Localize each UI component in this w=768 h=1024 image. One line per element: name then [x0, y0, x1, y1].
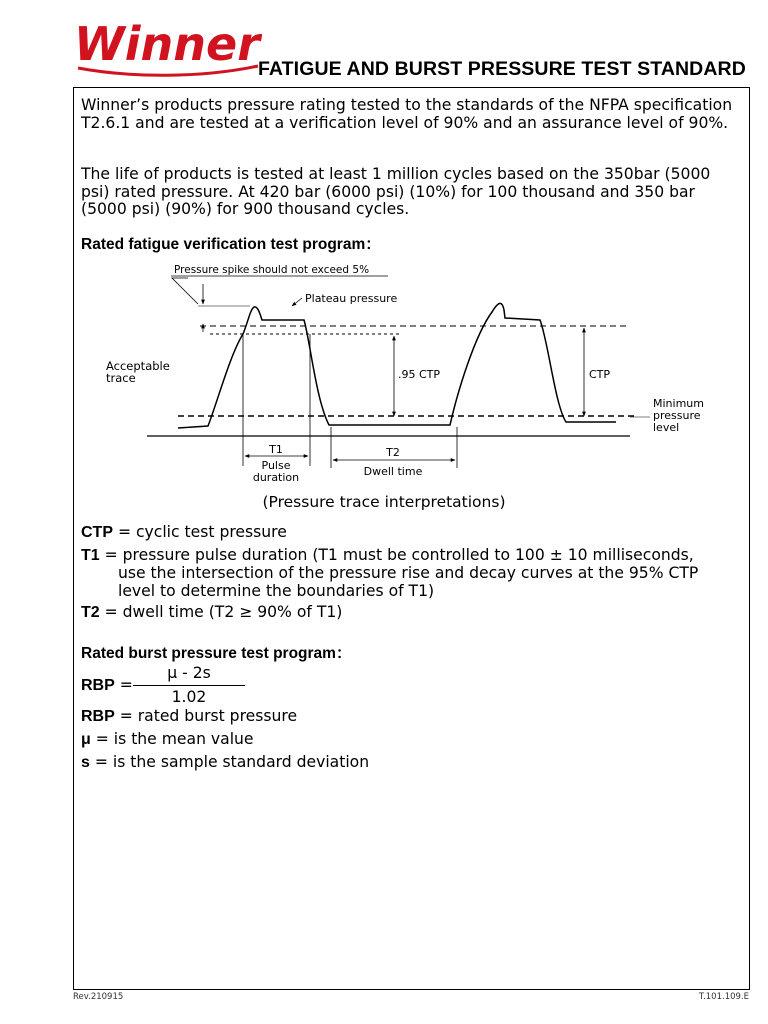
intro-paragraph-1: Winner’s products pressure rating tested to the standards of the NFPA specification T2.6.1 and are tested at a verification level of 90% and an assurance level of 90%. [81, 96, 733, 132]
pulse-label-2: duration [252, 471, 300, 484]
intro-paragraph-2: The life of products is tested at least 1 million cycles based on the 350bar (5000 psi) rated pressure. At 420 bar (6000 psi) (10%) for 100 thousand and 350 bar (5000 psi) (90%) for 900 thousand cycles. [81, 165, 711, 218]
rbp-definition: RBP = rated burst pressure [81, 707, 298, 725]
burst-heading: Rated burst pressure test program： [81, 645, 352, 662]
ctp95-label: .95 CTP [398, 368, 441, 381]
plateau-label: Plateau pressure [305, 292, 398, 305]
rbp-formula: RBP = μ - 2s 1.02 [81, 664, 281, 708]
acceptable-label-2: trace [106, 371, 136, 385]
spike-label: Pressure spike should not exceed 5% [174, 264, 370, 276]
logo-text: Winner [74, 17, 260, 71]
min-label-1: Minimum [653, 397, 704, 410]
acceptable-label-1: Acceptable [106, 359, 170, 373]
fatigue-heading: Rated fatigue verification test program： [81, 236, 381, 253]
ctp-label: CTP [589, 368, 611, 381]
winner-logo [72, 8, 262, 80]
min-label-3: level [653, 421, 680, 434]
mu-definition: μ = is the mean value [81, 730, 254, 748]
pressure-trace-diagram [100, 260, 720, 490]
min-label-2: pressure [653, 409, 701, 422]
formula-numerator: μ - 2s [167, 664, 211, 682]
document-code: T.101.109.E [698, 992, 749, 1002]
revision-code: Rev.210915 [73, 992, 124, 1002]
t2-label: T2 [386, 446, 400, 459]
pulse-label-1: Pulse [261, 459, 291, 472]
t1-label: T1 [269, 443, 283, 456]
s-definition: s = is the sample standard deviation [81, 753, 370, 771]
ctp-definition: CTP = cyclic test pressure [81, 523, 287, 541]
t2-definition: T2 = dwell time (T2 ≥ 90% of T1) [81, 603, 343, 621]
t1-definition: T1 = pressure pulse duration (T1 must be controlled to 100 ± 10 milliseconds, use the intersection of the pressure rise and decay curves at the 95% CTP level to determine the boundaries of T1) [81, 546, 699, 600]
page-title: FATIGUE AND BURST PRESSURE TEST STANDARD [258, 58, 746, 80]
diagram-caption: (Pressure trace interpretations) [262, 493, 506, 511]
dwell-label: Dwell time [363, 465, 423, 478]
formula-denominator: 1.02 [171, 688, 207, 706]
